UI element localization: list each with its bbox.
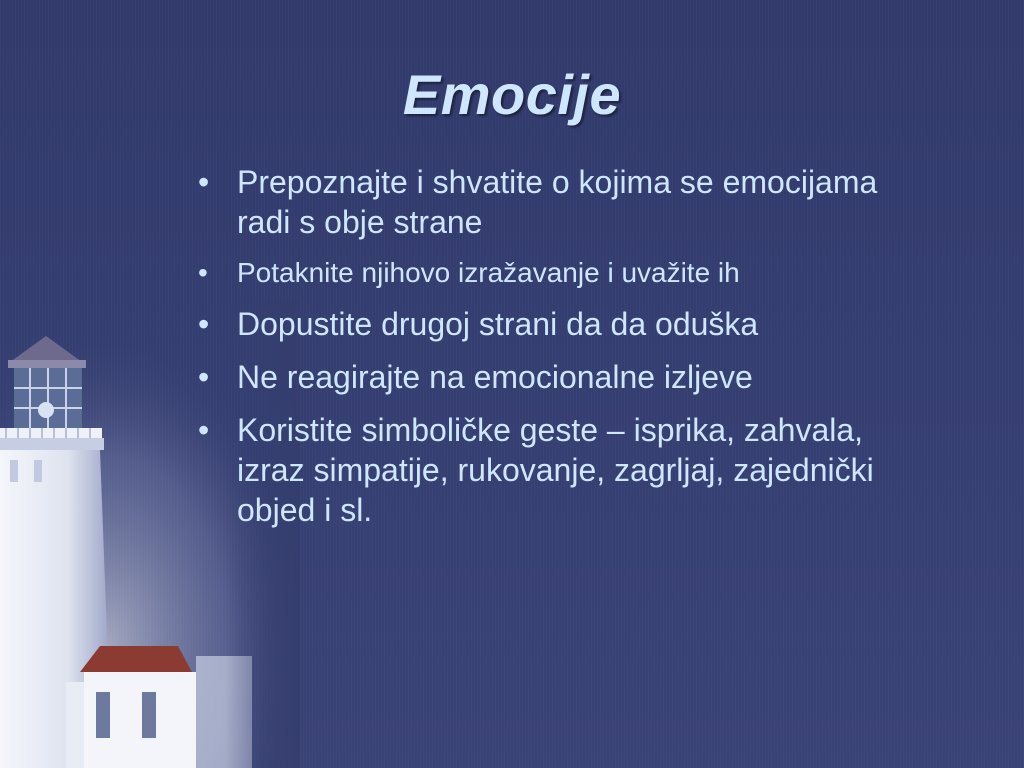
bullet-item: • Potaknite njihovo izražavanje i uvažite ih [196,255,916,291]
bullet-item: • Ne reagirajte na emocionalne izljeve [196,357,916,397]
bullet-item: • Koristite simboličke geste – isprika, zahvala, izraz simpatije, rukovanje, zagrljaj, zajednički objed i sl. [196,410,916,530]
bullet-list [196,162,916,543]
bullet-item: • Dopustite drugoj strani da da oduška [196,304,916,344]
bullet-item: • Prepoznajte i shvatite o kojima se emocijama radi s obje strane [196,162,916,242]
slide-title: Emocije [402,63,622,126]
